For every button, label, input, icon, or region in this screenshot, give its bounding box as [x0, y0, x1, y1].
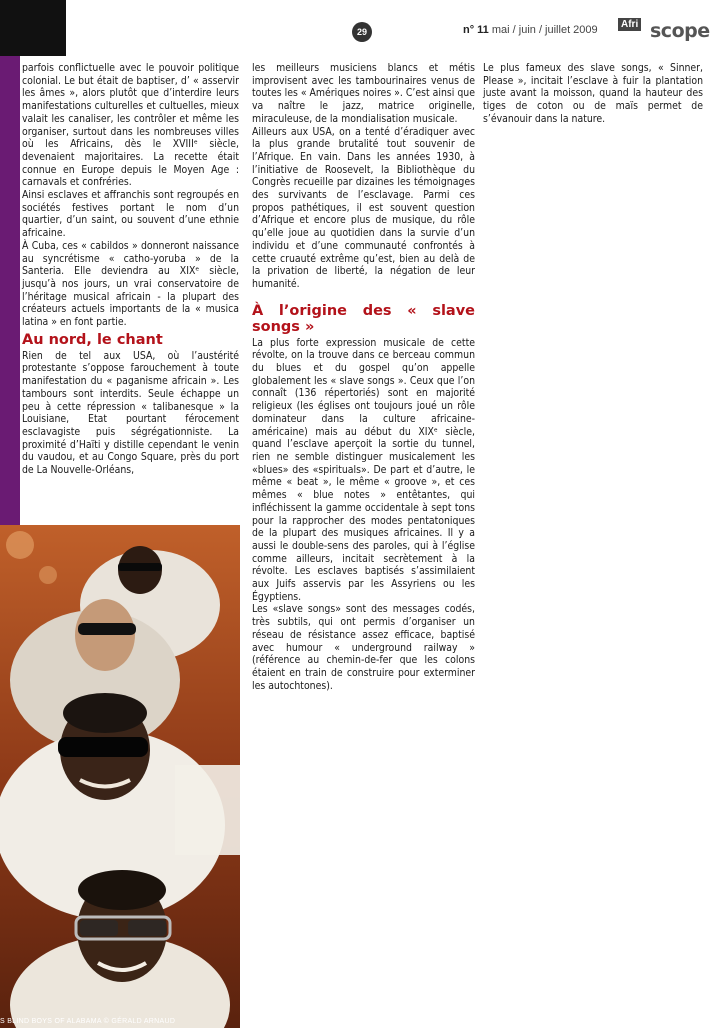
paragraph: les meilleurs musiciens blancs et métis improvisent avec les tambourinaires venus de toutes les « Amériques noires ». C’est ainsi que va naître le jazz, matrice originelle, miraculeuse, de la mondialisation musicale.: [252, 62, 475, 125]
subheading-slave-songs: À l’origine des « slave songs »: [252, 302, 475, 335]
paragraph: Rien de tel aux USA, où l’austérité protestante s’oppose farouchement à toute manifestation du « paganisme africain ». Les tambours sont interdits. Seule échappe un peu à cette répression « talibanesque » la Louisiane, Etat pourtant férocement esclavagiste puis ségrégationniste. La proximité d’Haïti y distille cependant le venin du vaudou, et au Congo Square, près du port de La Nouvelle-Orléans,: [22, 349, 239, 477]
band-photo: [0, 525, 240, 1028]
logo-scope: scope: [650, 20, 710, 42]
corner-block: [0, 0, 66, 56]
column-2: [252, 62, 475, 692]
issue-info: [463, 24, 598, 36]
logo-afri: Afri: [618, 18, 641, 31]
magazine-logo: [618, 18, 710, 46]
paragraph: Les «slave songs» sont des messages codés, très subtils, qui ont permis d’organiser un réseau de résistance assez efficace, baptisé avec humour « underground railway » (référence au chemin-de-fer que les colons étaient en train de construire pour exterminer les autochtones).: [252, 603, 475, 692]
paragraph: À Cuba, ces « cabildos » donneront naissance au syncrétisme « catho-yoruba » de la Santeria. Elle deviendra au XIXᵉ siècle, jusqu’à nos jours, un vrai conservatoire de l’héritage musical africain - la plupart des créateurs actuels importants de la « musica latina » en font partie.: [22, 239, 239, 329]
photo-caption: S BLIND BOYS OF ALABAMA © GÉRALD ARNAUD: [0, 1018, 176, 1025]
column-3: [483, 62, 703, 126]
page-number: 29: [352, 22, 372, 42]
band-photo-illustration: [0, 525, 240, 1028]
paragraph: parfois conflictuelle avec le pouvoir politique colonial. Le but était de baptiser, d’ « asservir les âmes », alors plutôt que d’interdire leurs manifestations culturelles et cultuelles, mieux valait les canaliser, les contrôler et même les organiser, surtout dans les nombreuses villes où les Africains, dès le XVIIIᵉ siècle, devenaient majoritaires. La recette était connue en Europe depuis le Moyen Age : carnavals et confréries.: [22, 62, 239, 189]
paragraph: Le plus fameux des slave songs, « Sinner, Please », incitait l’esclave à fuir la plantation juste avant la moisson, quand la hauteur des tiges de coton ou de maïs permet de s’évanouir dans la nature.: [483, 62, 703, 125]
margin-color-bar: [0, 0, 20, 525]
issue-date: mai / juin / juillet 2009: [488, 24, 598, 36]
paragraph: Ainsi esclaves et affranchis sont regroupés en sociétés festives portant le nom d’un quartier, d’un saint, ou souvent d’une ethnie africaine.: [22, 189, 239, 240]
paragraph: La plus forte expression musicale de cette révolte, on la trouve dans ce berceau commun du blues et du gospel qu’on appelle globalement les « slave songs ». Ceux que l’on connaît (136 répertoriés) sont en majorité religieux (les églises ont toujours joué un rôle dominateur dans la culture africaine-américaine) mais au début du XIXᵉ siècle, quand l’esclave aperçoit la sortie du tunnel, rien ne semble distinguer musicalement les «blues» des «spirituals». De part et d’autre, le même « beat », le même « groove », et ces mêmes « blue notes » entêtantes, qui infléchissent la gamme occidentale à sept tons pour la rapprocher des modes pentatoniques de la plupart des musiques africaines. Il y a aussi le double-sens des paroles, qui à l’église comme ailleurs, incitait secrètement à la révolte. Les esclaves baptisés s’assimilaient aux Juifs asservis par les Assyriens ou les Égyptiens.: [252, 336, 475, 603]
paragraph: Ailleurs aux USA, on a tenté d’éradiquer avec la plus grande brutalité tout souvenir de l’Afrique. En vain. Dans les années 1930, à l’initiative de Roosevelt, la Bibliothèque du Congrès recueille par dizaines les témoignages des survivants de l’esclavage. Parmi ces propos pathétiques, il est souvent question d’Afrique et encore plus de musique, du rôle qu’elle joue au quotidien dans la survie d’un individu et d’une communauté confrontés à cette cruauté extrême qu’est, bien au delà de la privation de liberté, la négation de leur humanité.: [252, 125, 475, 290]
subheading-au-nord: Au nord, le chant: [22, 331, 163, 348]
column-1: [22, 62, 239, 477]
issue-label: n° 11: [463, 24, 489, 36]
page-header: [350, 18, 710, 48]
